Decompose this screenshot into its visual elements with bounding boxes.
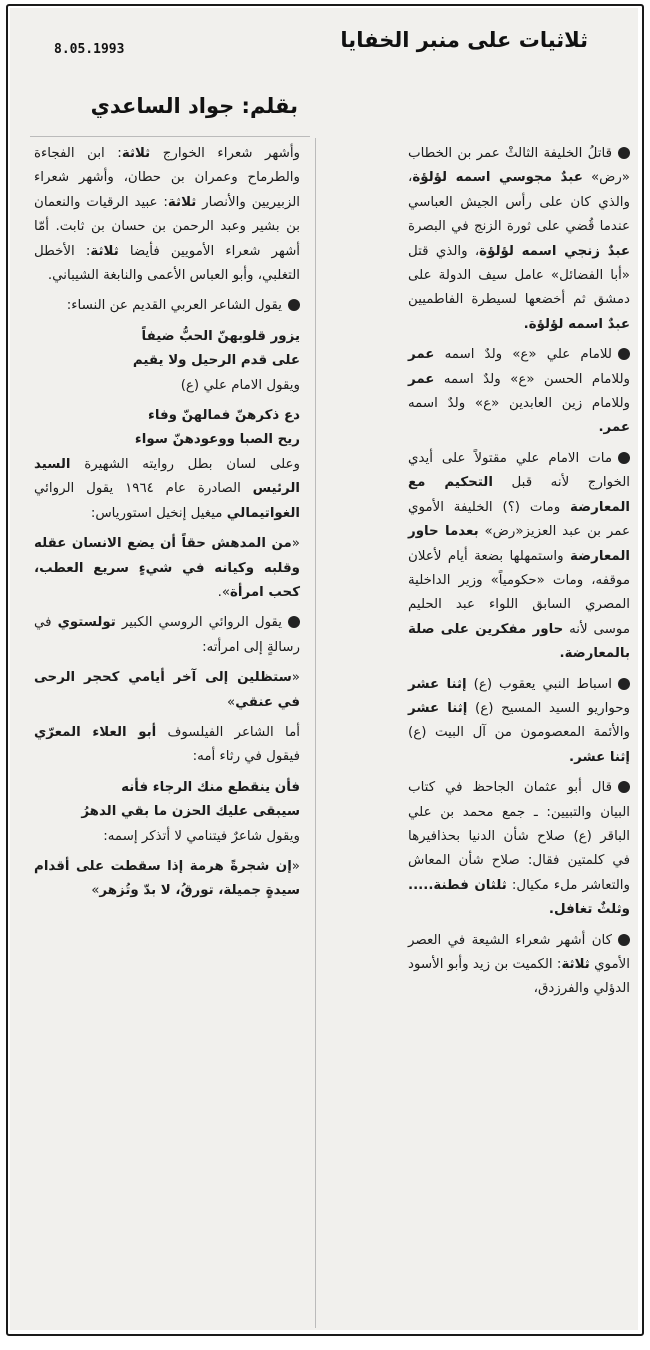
bold-phrase: ثلثان فطنة..... وثلثٌ تغافل. — [408, 877, 630, 918]
text-run: مات الامام علي مقتولاً على أيدي الخوارج لأنه قبل — [408, 450, 630, 491]
text-run: ميغيل إنخيل استورياس: — [90, 505, 227, 521]
text-run: « — [291, 670, 300, 686]
text-run: : الأخطل التغلبي، وأبو العباس الأعمى والنابغة الشيباني. — [34, 243, 300, 284]
verse-line: على قدم الرحيل ولا يقيم — [132, 353, 300, 369]
bullet-icon — [618, 678, 630, 690]
bold-phrase: من المدهش حقاً أن يضع الانسان عقله وقلبه وكيانه في شيءٍ سريع العطب، كحب امرأة — [34, 536, 300, 600]
bold-phrase: عمر — [408, 371, 435, 387]
text-run: : عبيد الرقيات والنعمان بن بشير وعبد الرحمن بن حسان بن ثابت. أمّا أشهر شعراء الأمويين فأيضا — [34, 194, 301, 259]
text-run: وحواريو السيد المسيح (ع) — [467, 700, 630, 716]
paragraph — [34, 294, 300, 318]
text-run: يقول الروائي الروسي الكبير — [115, 615, 283, 631]
paragraph — [34, 666, 300, 715]
text-run: : الكميت بن زيد وأبو الأسود الدؤلي والفرزدق، — [408, 957, 630, 997]
text-run: وللامام زين العابدين «ع» ولدٌ اسمه — [408, 396, 630, 412]
bold-phrase: التحكيم مع المعارضة — [408, 475, 630, 515]
bold-phrase: ثلاثة — [90, 243, 119, 259]
text-run: الصادرة عام ١٩٦٤ يقول الروائي — [34, 481, 253, 497]
text-run: والأئمة المعصومون من آل البيت (ع) — [408, 725, 630, 741]
bullet-icon — [618, 452, 630, 464]
text-run: وعلى لسان بطل روايته الشهيرة — [70, 456, 300, 472]
text-run: » — [227, 694, 236, 710]
left-column — [34, 142, 300, 910]
paragraph-text: يقول الشاعر العربي القديم عن النساء: — [66, 298, 282, 314]
bold-phrase: حاور مفكرين على صلة بالمعارضة. — [408, 621, 630, 662]
bullet-icon — [288, 299, 300, 311]
paragraph — [408, 776, 630, 922]
text-run: : ابن الفجاءة والطرماح وعمران بن حطان، وأشهر شعراء الزبيريين والأنصار — [34, 146, 301, 210]
bold-phrase: تولستوي — [57, 615, 116, 631]
bullet-icon — [618, 934, 630, 946]
bold-phrase: ثلاثة — [561, 957, 590, 972]
text-run: واستمهلها بضعة أيام لأعلان موقفه، ومات «حكومياً» وزير الداخلية المصري السابق اللواء عبد الحليم موسى لأنه — [408, 548, 630, 637]
paragraph — [34, 855, 300, 904]
text-run: للامام علي «ع» ولدٌ اسمه — [434, 347, 612, 363]
bold-phrase: إثنا عشر — [408, 676, 467, 692]
paragraph — [408, 673, 630, 771]
right-column — [408, 142, 630, 1008]
column-divider — [315, 138, 316, 1328]
text-run: قال أبو عثمان الجاحظ في كتاب البيان والتبيين: ـ جمع محمد بن علي الباقر (ع) صلاح شأن الدنيا بحذافيرها في كلمتين فقال: صلاح شأن المعاش والتعاشر ملء مكيال: — [408, 780, 630, 893]
bold-phrase: عبدٌ زنجي اسمه لؤلؤة — [479, 243, 630, 259]
paragraph — [408, 343, 630, 441]
paragraph — [34, 611, 300, 660]
bold-phrase: إثنا عشر — [408, 700, 468, 716]
bold-phrase: ثلاثة — [121, 146, 151, 161]
text-run: كان أشهر شعراء الشيعة في العصر الأموي — [408, 932, 630, 972]
paragraph — [34, 721, 300, 770]
bold-phrase: بعدما حاور المعارضة — [408, 524, 630, 564]
text-run: ، والذي قتل «أبا الفضائل» عامل سيف الدولة على دمشق ثم أخضعها لسيطرة الفاطميين — [408, 243, 630, 308]
verse-line: فأن ينقطع منك الرجاء فأنه — [121, 779, 300, 795]
byline-rule — [30, 136, 310, 137]
text-run: « — [291, 858, 300, 874]
bold-phrase: عمر — [408, 347, 435, 363]
paragraph: ويقول شاعرٌ فيتنامي لا أتذكر إسمه: — [103, 828, 300, 844]
verse-line: سيبقى عليك الحزن ما بقي الدهرُ — [81, 804, 300, 820]
publication-date: 8.05.1993 — [54, 42, 125, 57]
bold-phrase: الغواتيمالي — [226, 505, 300, 521]
bold-phrase: ثلاثة — [167, 194, 197, 210]
bullet-icon — [288, 616, 300, 628]
text-run: أما الشاعر الفيلسوف — [156, 724, 300, 740]
verse-line: يزور قلوبهنّ الحبُّ ضيفاً — [141, 328, 300, 344]
text-run: وللامام الحسن «ع» ولدٌ اسمه — [434, 371, 630, 387]
paragraph — [408, 447, 630, 667]
paragraph — [34, 142, 300, 288]
bullet-icon — [618, 147, 630, 159]
bold-phrase: ستظلين إلى آخر أيامي كحجر الرحى في عنقي — [34, 670, 300, 710]
paragraph — [34, 532, 300, 605]
text-run: ومات (؟) الخليفة الأموي عمر بن عبد العزيز«رض» — [408, 499, 630, 540]
newspaper-clipping — [10, 8, 638, 1330]
bold-phrase: أبو العلاء المعرّي — [34, 724, 157, 740]
paragraph: ويقول الامام علي (ع) — [180, 377, 300, 393]
text-run: في رسالةٍ إلى امرأته: — [34, 615, 300, 655]
bold-phrase: عبدٌ اسمه لؤلؤة. — [523, 316, 630, 332]
text-run: ، والذي كان على رأس الجيش العباسي عندما قُضي على ثورة الزنج في البصرة — [408, 170, 630, 235]
paragraph — [408, 929, 630, 1002]
text-run: وأشهر شعراء الخوارج — [150, 146, 301, 161]
bold-phrase: عمر. — [598, 420, 630, 436]
bullet-icon — [618, 348, 630, 360]
text-run: فيقول في رثاء أمه: — [192, 749, 300, 765]
bullet-icon — [618, 781, 630, 793]
bold-phrase: عبدٌ مجوسي اسمه لؤلؤة — [412, 170, 583, 186]
verse-line: ريح الصبا ووعودهنّ سواء — [134, 432, 300, 448]
text-run: قاتلُ الخليفة الثالثْ عمر بن الخطاب «رض» — [408, 146, 630, 186]
byline: بقلم: جواد الساعدي — [90, 94, 298, 118]
bold-phrase: إن شجرةً هرمة إذا سقطت على أقدام سيدةٍ جميلة، تورقُ، لا بدّ وتُزهر — [34, 858, 300, 899]
bold-phrase: السيد الرئيس — [34, 456, 300, 497]
paragraph — [408, 142, 630, 337]
verse-line: دع ذكرهنّ فمالهنّ وفاء — [148, 408, 300, 424]
headline: ثلاثيات على منبر الخفايا — [340, 28, 588, 52]
text-run: ». — [217, 584, 231, 600]
text-run: اسباط النبي يعقوب (ع) — [466, 676, 612, 692]
paragraph — [34, 453, 300, 526]
bold-phrase: إثنا عشر. — [569, 749, 630, 765]
text-run: » — [91, 883, 100, 899]
text-run: « — [291, 536, 300, 552]
